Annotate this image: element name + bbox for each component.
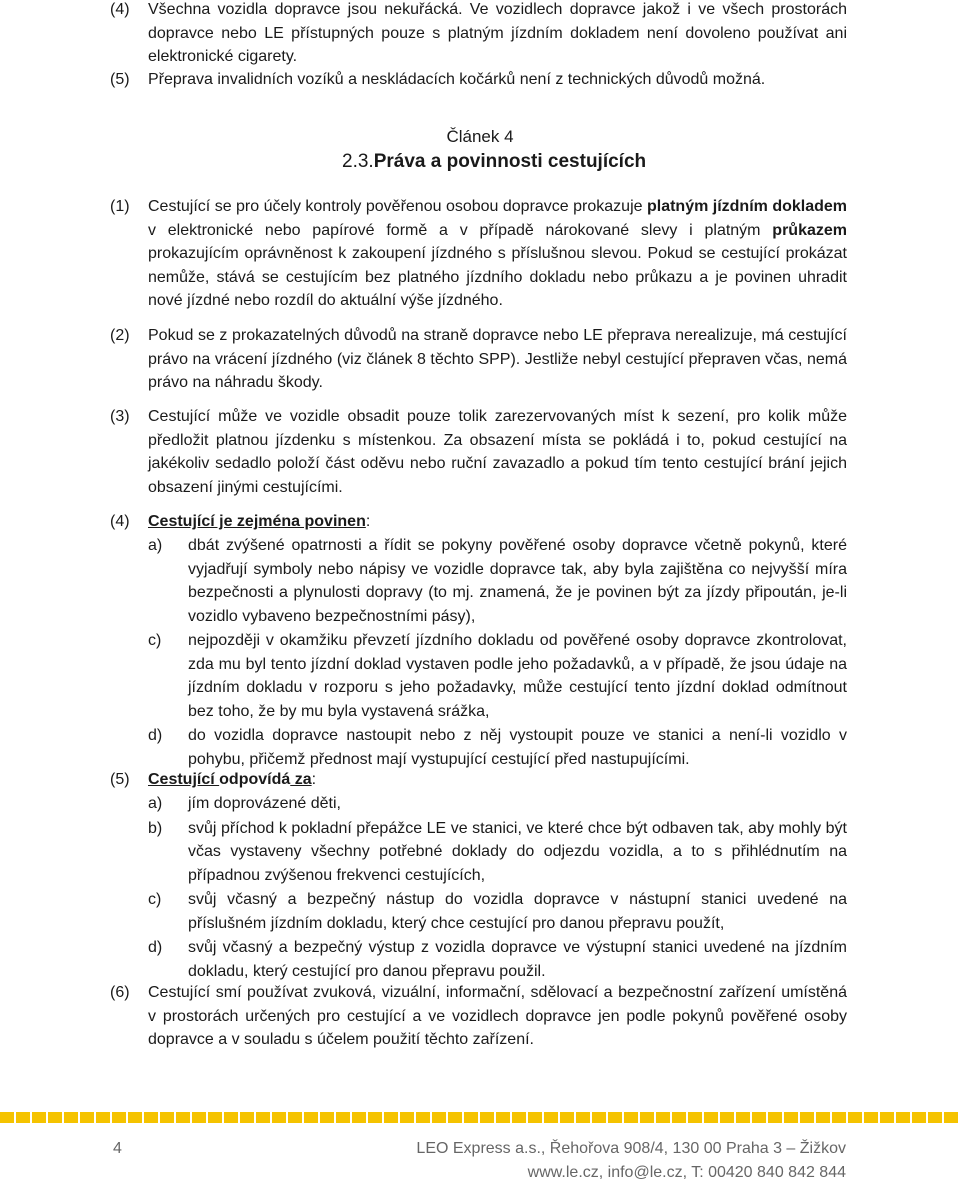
list-item-letter: d) [148, 727, 163, 744]
footer-contact [416, 1137, 846, 1185]
paragraph-4 [110, 510, 847, 534]
footer-contact-line: www.le.cz, info@le.cz, T: 00420 840 842 844 [527, 1164, 846, 1181]
heading-text: Cestující [148, 771, 220, 788]
list-item-letter: a) [148, 537, 163, 554]
paragraph-number: (5) [110, 71, 130, 88]
list-item-letter: c) [148, 891, 162, 908]
paragraph-number: (4) [110, 1, 130, 18]
paragraph-5 [110, 768, 847, 792]
paragraph-text: Všechna vozidla dopravce jsou nekuřácká. Ve vozidlech dopravce jakož i ve všech prostorách dopravce nebo LE přístupných pouze s platným jízdním dokladem není dovoleno používat ani elektronické cigarety. [148, 1, 847, 65]
paragraph-text: Cestující může ve vozidle obsadit pouze tolik zarezervovaných míst k sezení, pro kolik může předložit platnou jízdenku s místenkou. Za obsazení místa se pokládá i to, pokud cestující na jakékoliv sedadlo položí část oděvu nebo ruční zavazadlo a pokud tím tento cestující brání jejich obsazení jinými cestujícími. [148, 408, 847, 496]
paragraph-number: (1) [110, 198, 130, 215]
list-item [148, 629, 847, 723]
list-item [148, 888, 847, 935]
section-title-text: Práva a povinnosti cestujících [373, 151, 647, 172]
footer-rule [0, 1112, 960, 1123]
list-item-text: jím doprovázené děti, [188, 795, 341, 812]
paragraph-top-5 [110, 68, 847, 92]
section-number: 2.3. [342, 151, 374, 172]
bold-text-run: platným jízdním dokladem [646, 198, 848, 215]
list-item-letter: a) [148, 795, 163, 812]
paragraph-top-4 [110, 0, 847, 69]
paragraph-2 [110, 324, 847, 395]
list-item-text: do vozidla dopravce nastoupit nebo z něj vystoupit pouze ve stanici a není-li vozidlo v pohybu, přičemž přednost mají vystupující cestující před nastupujícími. [188, 727, 847, 768]
paragraph-number: (3) [110, 408, 130, 425]
list-item-text: svůj příchod k pokladní přepážce LE ve stanici, ve které chce být odbaven tak, aby mohly být včas vystaveny všechny potřebné doklady do odjezdu vozidla, a to s přihlédnutím na případnou zvýšenou frekvenci cestujících, [188, 819, 847, 884]
heading-text: odpovídá [219, 771, 291, 788]
paragraph-text: Pokud se z prokazatelných důvodů na straně dopravce nebo LE přeprava nerealizuje, má cestující právo na vrácení jízdného (viz článek 8 těchto SPP). Jestliže nebyl cestující přepraven včas, nemá právo na náhradu škody. [148, 327, 847, 391]
heading-colon: : [311, 771, 317, 788]
list-item-text: svůj včasný a bezpečný nástup do vozidla dopravce v nástupní stanici uvedené na příslušném jízdním dokladu, který chce cestující pro danou přepravu použít, [188, 891, 847, 932]
heading-text: Cestující je zejména povinen [148, 513, 366, 530]
paragraph-text: Přeprava invalidních vozíků a neskládacích kočárků není z technických důvodů možná. [148, 71, 766, 88]
list-item-letter: c) [148, 632, 162, 649]
list-item [148, 817, 847, 888]
list-item [148, 534, 847, 628]
list-item-text: nejpozději v okamžiku převzetí jízdního dokladu od pověřené osoby dopravce zkontrolovat, zda mu byl tento jízdní doklad vystaven podle jeho požadavků, a v případě, že jsou údaje na jízdním dokladu v rozporu s jeho požadavky, může cestující tento jízdní doklad odmítnout bez toho, že by mu byla vystavená srážka, [188, 632, 847, 720]
list-item [148, 936, 847, 983]
paragraph-text [148, 195, 847, 313]
page-number: 4 [113, 1140, 122, 1157]
paragraph-3 [110, 405, 847, 499]
paragraph-number: (2) [110, 327, 130, 344]
paragraph-text: Cestující smí používat zvuková, vizuální, informační, sdělovací a bezpečnostní zařízení umístěná v prostorách určených pro cestující a ve vozidlech dopravce jen podle pokynů pověřené osoby dopravce a v souladu s účelem použití těchto zařízení. [148, 984, 847, 1048]
list-item-text: svůj včasný a bezpečný výstup z vozidla dopravce ve výstupní stanici uvedené na jízdním dokladu, který cestující pro danou přepravu použil. [188, 939, 847, 980]
paragraph-1 [110, 195, 847, 313]
list-item [148, 792, 847, 816]
bold-text-run: průkazem [772, 221, 847, 239]
list-item-letter: d) [148, 939, 163, 956]
paragraph-6 [110, 981, 847, 1052]
paragraph-5-list [148, 792, 847, 983]
paragraph-4-list [148, 534, 847, 771]
article-label: Článek 4 [446, 127, 514, 146]
paragraph-number: (6) [110, 984, 130, 1001]
list-item [148, 724, 847, 771]
heading-text: za [290, 771, 312, 788]
footer-address: LEO Express a.s., Řehořova 908/4, 130 00 Praha 3 – Žižkov [416, 1140, 846, 1157]
heading-colon: : [365, 513, 371, 530]
section-title [342, 150, 646, 174]
list-item-letter: b) [148, 819, 163, 837]
text-run: v elektronické nebo papírové formě a v případě nárokované slevy i platným [148, 221, 773, 239]
list-item-text: dbát zvýšené opatrnosti a řídit se pokyny pověřené osoby dopravce včetně pokynů, které vyjadřují symboly nebo nápisy ve vozidle dopravce tak, aby byla zajištěna co nejvyšší míra bezpečnosti a plynulosti dopravy (to mj. znamená, že je povinen být za jízdy připoután, je-li vozidlo vybaveno bezpečnostními pásy), [188, 537, 847, 625]
paragraph-heading [148, 510, 847, 534]
paragraph-heading [148, 768, 847, 792]
paragraph-number: (4) [110, 513, 130, 530]
text-run: prokazujícím oprávněnost k zakoupení jízdného s příslušnou slevou. Pokud se cestující prokázat nemůže, stává se cestujícím bez platného jízdního dokladu nebo průkazu a je povinen uhradit nové jízdné nebo rozdíl do aktuální výše jízdného. [148, 245, 847, 309]
text-run: Cestující se pro účely kontroly pověřenou osobou dopravce prokazuje [148, 198, 647, 215]
paragraph-number: (5) [110, 771, 130, 788]
